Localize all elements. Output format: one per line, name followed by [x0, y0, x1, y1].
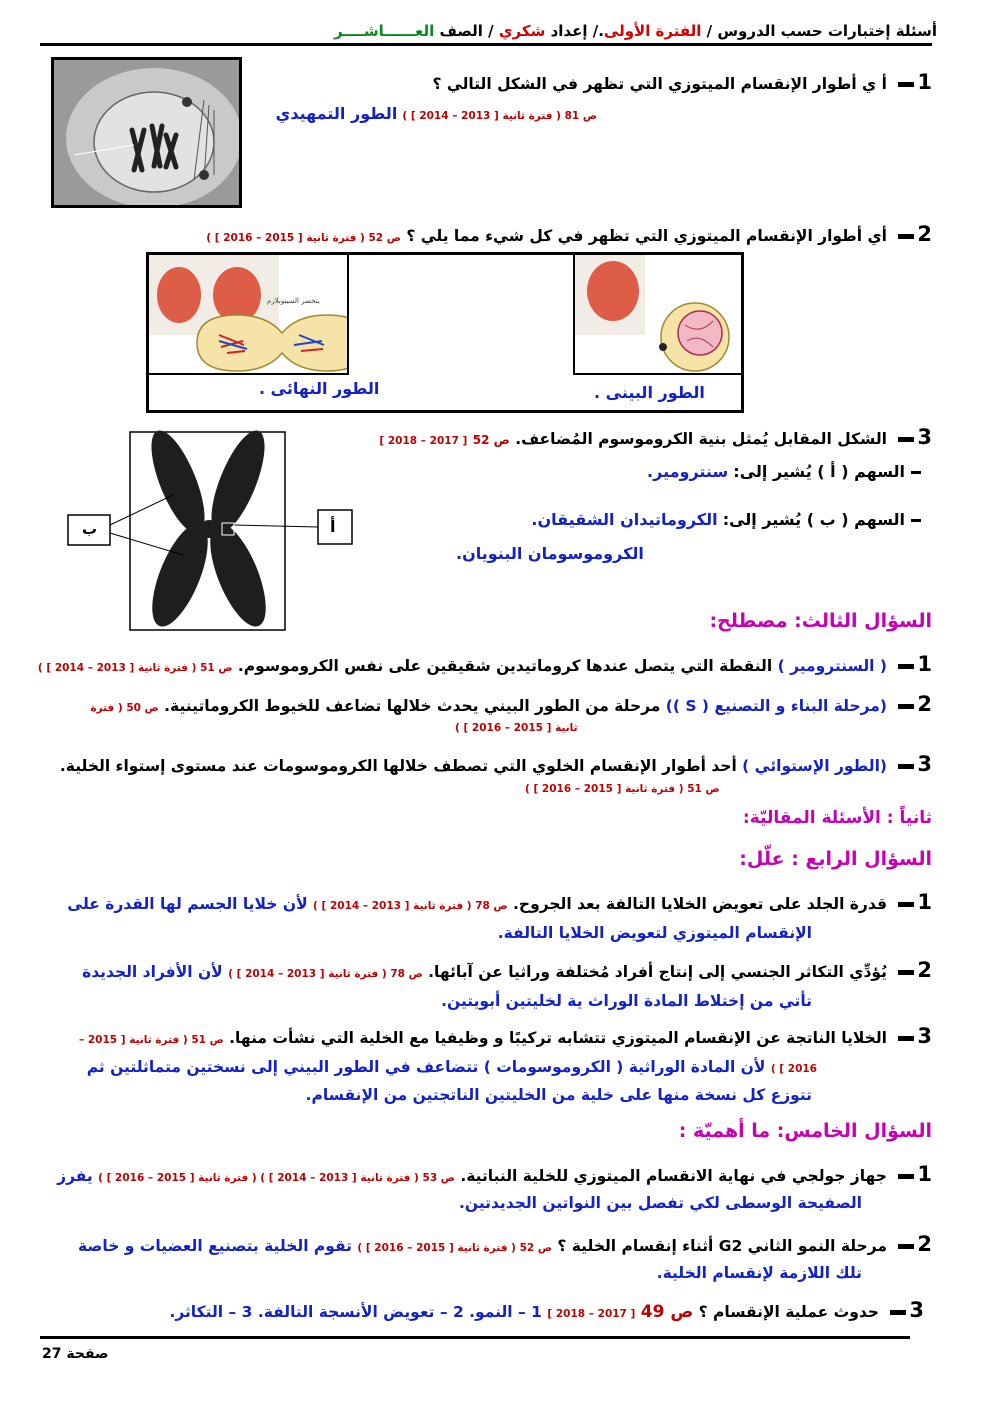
reference: ص 51 ( فترة ثانية [ 2013 – 2014 ] ) [37, 662, 233, 674]
header-text: أسئلة إختبارات حسب الدروس / [701, 22, 937, 40]
item-number: 3 [917, 752, 932, 776]
section-5-title: السؤال الخامس: ما أهميّة : [678, 1120, 932, 1142]
reason-2 [82, 958, 932, 982]
question-number: 2 [917, 222, 932, 246]
question-text: جهاز جولجي في نهاية الانقسام الميتوزي للخلية النباتية. [460, 1167, 887, 1185]
item-number: 2 [917, 1232, 932, 1256]
part-2-title: ثانياً : الأسئلة المقاليّة: [742, 808, 932, 828]
dash-icon [898, 437, 914, 442]
item-number: 1 [917, 1162, 932, 1186]
interphase-drawing [575, 255, 741, 373]
reference: ص 78 ( فترة ثانية [ 2013 – 2014 ] ) [228, 968, 423, 980]
answer: 1 – النمو. 2 – تعويض الأنسجة التالفة. 3 – التكاثر. [169, 1303, 542, 1321]
dash-icon [898, 902, 914, 907]
header-grade: العــــــاشــــر [334, 22, 435, 40]
header-rule [40, 43, 932, 46]
reference: ص 52 [472, 433, 510, 447]
label-b: ب [82, 520, 98, 538]
question-number: 1 [917, 70, 932, 94]
dash-icon [911, 471, 921, 474]
dash-icon [911, 519, 921, 522]
question-text: الشكل المقابل يُمثل بنية الكروموسوم المُضاعف. [515, 430, 887, 448]
answer-continued: الإنقسام الميتوزي لتعويض الخلايا التالفة. [497, 924, 812, 942]
term-2 [90, 692, 932, 716]
prophase-cell-image [54, 60, 239, 205]
term-definition: النقطة التي يتصل عندها كروماتيدين شقيقين على نفس الكروموسوم. [237, 657, 778, 675]
question-3 [379, 425, 932, 449]
reference-2: 2016 ] ) [770, 1063, 817, 1075]
answer-continued: تأتي من إختلاط المادة الوراث ية لخليتين أبويتين. [441, 992, 812, 1010]
header-text-2: ./ إعداد [545, 22, 604, 40]
answer: لأن خلايا الجسم لها القدرة على [67, 895, 308, 913]
answer-continued: تلك اللازمة لإنقسام الخلية. [656, 1264, 862, 1282]
answer: يفرز [57, 1167, 93, 1185]
item-number: 1 [917, 890, 932, 914]
header-period: الفترة الأولى [603, 22, 702, 40]
dash-icon [898, 664, 914, 669]
arrow-a-answer: سنترومير. [647, 462, 729, 481]
interphase-label: الطور البينى . [594, 383, 705, 402]
answer: تقوم الخلية بتصنيع العضيات و خاصة [78, 1237, 352, 1255]
question-2 [206, 222, 932, 246]
arrow-b-answer: الكروماتيدان الشقيقان. [531, 510, 718, 529]
header-author: شكري [498, 22, 546, 40]
reference: ص 50 ( فترة [90, 702, 159, 714]
reference-2: [ 2017 – 2018 ] [547, 1308, 636, 1320]
term: ( السنترومير ) [777, 657, 887, 675]
page-header [334, 22, 937, 40]
item-number: 3 [909, 1298, 924, 1322]
dash-icon [898, 1036, 914, 1041]
dash-icon [898, 1174, 914, 1179]
telophase-image [149, 255, 349, 375]
term-definition: مرحلة من الطور البيني يحدث خلالها تضاعف للخيوط الكروماتينية. [164, 697, 666, 715]
dash-icon [898, 234, 914, 239]
answer: لأن الأفراد الجديدة [82, 963, 223, 981]
term: (مرحلة البناء و التصنيع ( S )) [665, 697, 887, 715]
arrow-b-answer-2: الكروموسومان البنويان. [456, 544, 644, 563]
reference: ص 53 ( فترة ثانية [ 2013 – 2014 ] ) ( فترة ثانية [ 2015 – 2016 ] ) [98, 1172, 455, 1184]
telophase-drawing [149, 255, 347, 373]
dash-icon [898, 704, 914, 709]
dash-icon [898, 82, 914, 87]
reference-2: ثانية [ 2015 – 2016 ] ) [455, 722, 578, 734]
arrow-b-line [531, 510, 924, 529]
section-3-title: السؤال الثالث: مصطلح: [709, 610, 932, 632]
header-text-3: / الصف [434, 22, 499, 40]
question-text: أي أطوار الإنقسام الميتوزي التي تظهر في كل شيء مما يلي ؟ [406, 227, 887, 245]
dash-icon [898, 764, 914, 769]
figure-caption: يتخصر السيتوبلازم [267, 297, 320, 305]
reference: ص 51 ( فترة ثانية [ 2015 – [78, 1034, 224, 1046]
section-4-title: السؤال الرابع : علّل: [739, 848, 932, 870]
item-number: 2 [917, 958, 932, 982]
prophase-figure [51, 57, 242, 208]
question-1 [433, 70, 932, 94]
arrow-b-label: السهم ( ب ) يُشير إلى: [722, 510, 905, 529]
answer: لأن المادة الوراثية ( الكروموسومات ) تتضاعف في الطور البيني إلى نسختين متماثلتين ثم [86, 1058, 766, 1076]
reference-2: [ 2017 – 2018 ] [379, 435, 468, 447]
question-text: قدرة الجلد على تعويض الخلايا التالفة بعد الجروح. [513, 895, 887, 913]
reason-1 [67, 890, 932, 914]
footer-rule [40, 1336, 910, 1339]
importance-3 [169, 1298, 924, 1322]
item-number: 3 [917, 1024, 932, 1048]
reference: ص 51 ( فترة ثانية [ 2015 – 2016 ] ) [525, 783, 720, 795]
term-3 [60, 752, 932, 776]
importance-2 [78, 1232, 932, 1256]
chromosome-figure [58, 427, 378, 632]
term-definition: أحد أطوار الإنقسام الخلوي التي تصطف خلالها الكروموسومات عند مستوى إستواء الخلية. [59, 757, 743, 775]
question-text: الخلايا الناتجة عن الإنقسام الميتوزي تتشابه تركيبًا و وظيفيا مع الخلية التي نشأت منها. [229, 1029, 887, 1047]
dash-icon [898, 1244, 914, 1249]
reference: ص 78 ( فترة ثانية [ 2013 – 2014 ] ) [313, 900, 508, 912]
reason-3 [79, 1024, 932, 1048]
phases-figure [146, 252, 744, 413]
interphase-image [573, 255, 741, 375]
term-1 [38, 652, 932, 676]
reason-3-answer-line [87, 1058, 817, 1076]
arrow-a-label: السهم ( أ ) يُشير إلى: [733, 462, 905, 481]
question-text: مرحلة النمو الثاني G2 أثناء إنقسام الخلية ؟ [557, 1237, 887, 1255]
reference: ص 52 ( فترة ثانية [ 2015 – 2016 ] ) [357, 1242, 552, 1254]
item-number: 2 [917, 692, 932, 716]
reference: ص 52 ( فترة ثانية [ 2015 – 2016 ] ) [206, 232, 401, 244]
item-number: 1 [917, 652, 932, 676]
page-number: صفحة 27 [42, 1346, 109, 1362]
q1-answer-line [276, 104, 597, 123]
reference: ص 81 ( فترة ثانية [ 2013 – 2014 ] ) [402, 110, 597, 122]
telophase-label: الطور النهائى . [259, 379, 380, 398]
importance-1 [57, 1162, 932, 1186]
answer: الطور التمهيدي [275, 104, 398, 123]
question-text: حدوث عملية الإنقسام ؟ [698, 1303, 879, 1321]
answer-continued: الصفيحة الوسطى لكي تفصل بين النواتين الجديدتين. [458, 1194, 862, 1212]
answer-continued: تتوزع كل نسخة منها على خلية من الخليتين الناتجتين من الإنقسام. [305, 1086, 812, 1104]
dash-icon [898, 970, 914, 975]
reference: ص 49 [640, 1302, 694, 1322]
question-number: 3 [917, 425, 932, 449]
term: (الطور الإستوائي ) [742, 757, 887, 775]
arrow-a-line [647, 462, 924, 481]
question-text: أ ي أطوار الإنقسام الميتوزي التي تظهر في الشكل التالي ؟ [432, 75, 887, 93]
dash-icon [890, 1310, 906, 1315]
question-text: يُؤدِّي التكاثر الجنسي إلى إنتاج أفراد مُختلفة وراثيا عن آبائها. [428, 963, 887, 981]
label-a: أ [330, 517, 336, 536]
